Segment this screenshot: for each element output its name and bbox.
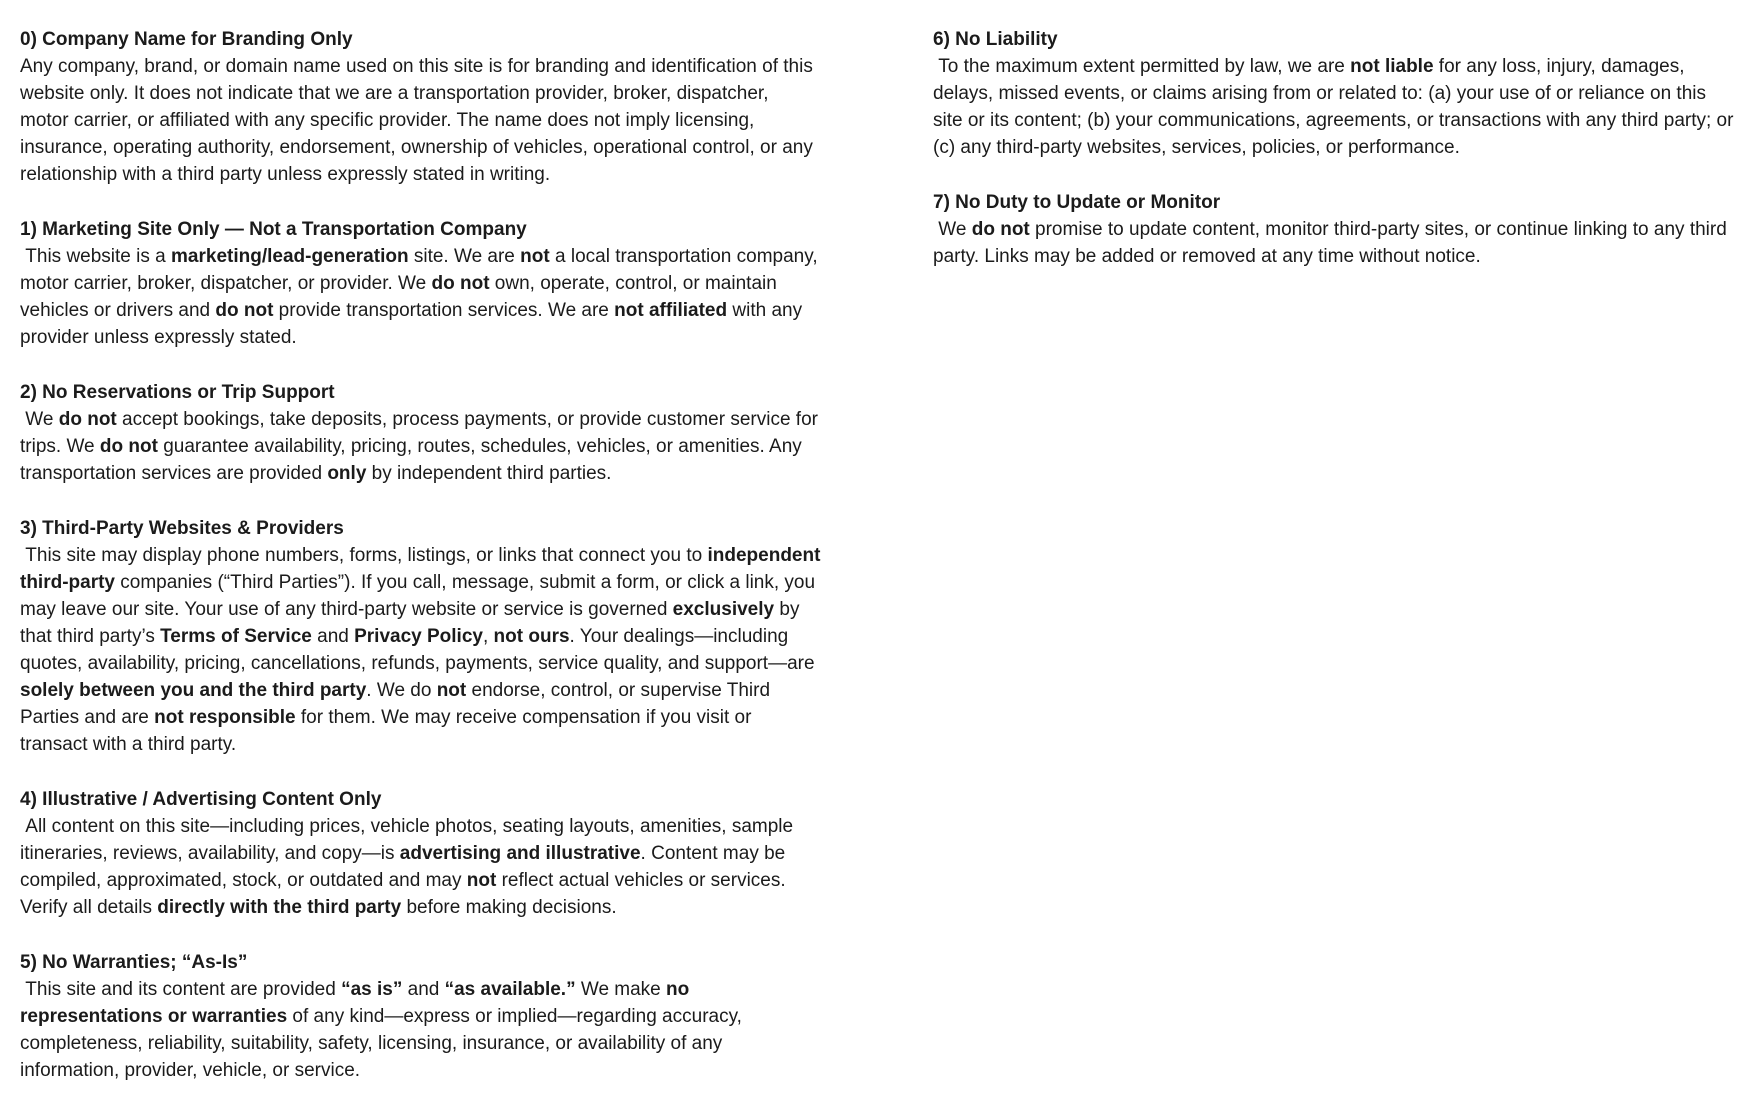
text-run: a local transportation company, motor carrier, broker, dispatcher, or provider. We xyxy=(20,246,823,294)
bold-text-run: solely between you and the third party xyxy=(20,680,367,701)
bold-text-run: independent third-party xyxy=(20,545,826,593)
bold-text-run: do not xyxy=(58,409,117,430)
section-body xyxy=(933,216,1734,270)
bold-text-run: not liable xyxy=(1350,56,1434,77)
section-heading: 3) Third-Party Websites & Providers xyxy=(20,518,344,539)
text-run: reflect actual vehicles or services. Verify all details xyxy=(20,870,791,918)
text-run: , xyxy=(482,626,494,647)
disclaimer-section xyxy=(933,26,1739,161)
bold-text-run: advertising and illustrative xyxy=(399,843,641,864)
text-run: All content on this site—including prices, vehicle photos, seating layouts, amenities, sample itineraries, reviews, availability, and copy—is xyxy=(20,816,799,864)
bold-text-run: “as available.” xyxy=(444,979,576,1000)
disclaimer-section xyxy=(20,26,821,188)
disclaimer-section xyxy=(20,216,821,351)
text-run: To the maximum extent permitted by law, we are xyxy=(933,56,1351,77)
text-run: and xyxy=(402,979,445,1000)
bold-text-run: not responsible xyxy=(154,707,296,728)
text-run: own, operate, control, or maintain vehicles or drivers and xyxy=(20,273,783,321)
text-run: Any company, brand, or domain name used on this site is for branding and identification of this website only. It does not indicate that we are a transportation provider, broker, dispatcher, motor carrier, or affiliated with any specific provider. The name does not imply licensing, insurance, operating authority, endorsement, ownership of vehicles, operational control, or any relationship with a third party unless expressly stated in writing. xyxy=(20,56,819,185)
section-body xyxy=(933,53,1739,161)
text-run: of any kind—express or implied—regarding accuracy, completeness, reliability, suitability, safety, licensing, insurance, or availability of any information, provider, vehicle, or service. xyxy=(20,1006,748,1081)
section-heading: 2) No Reservations or Trip Support xyxy=(20,382,335,403)
text-run: by that third party’s xyxy=(20,599,805,647)
disclaimer-section xyxy=(933,189,1734,270)
disclaimer-section xyxy=(20,949,821,1084)
section-body xyxy=(20,406,824,487)
bold-text-run: not xyxy=(520,246,550,267)
bold-text-run: exclusively xyxy=(672,599,775,620)
text-run: site. We are xyxy=(408,246,521,267)
section-heading: 7) No Duty to Update or Monitor xyxy=(933,192,1221,213)
text-run: We make xyxy=(575,979,667,1000)
text-run: This site may display phone numbers, forms, listings, or links that connect you to xyxy=(20,545,708,566)
text-run: . Content may be compiled, approximated, stock, or outdated and may xyxy=(20,843,791,891)
text-run: and xyxy=(311,626,355,647)
text-run: by independent third parties. xyxy=(366,463,612,484)
text-run: companies (“Third Parties”). If you call, message, submit a form, or click a link, you may leave our site. Your use of any third-party website or service is governed xyxy=(20,572,821,620)
bold-text-run: directly with the third party xyxy=(157,897,402,918)
bold-text-run: not affiliated xyxy=(614,300,728,321)
bold-text-run: not xyxy=(466,870,497,891)
disclaimer-section xyxy=(20,786,821,921)
text-run: for them. We may receive compensation if you visit or transact with a third party. xyxy=(20,707,757,755)
text-run: endorse, control, or supervise Third Parties and are xyxy=(20,680,776,728)
bold-text-run: do not xyxy=(431,273,490,294)
section-heading: 4) Illustrative / Advertising Content Only xyxy=(20,789,382,810)
section-heading: 0) Company Name for Branding Only xyxy=(20,29,353,50)
bold-text-run: only xyxy=(327,463,367,484)
text-run: This site and its content are provided xyxy=(20,979,342,1000)
bold-text-run: not ours xyxy=(493,626,570,647)
bold-text-run: do not xyxy=(971,219,1030,240)
text-run: . Your dealings—including quotes, availability, pricing, cancellations, refunds, payments, service quality, and support—are xyxy=(20,626,820,674)
section-heading: 1) Marketing Site Only — Not a Transportation Company xyxy=(20,219,527,240)
text-run: for any loss, injury, damages, delays, missed events, or claims arising from or related to: (a) your use of or reliance on this site or its content; (b) your communications, agreements, or transactions with any third party; or (c) any third-party websites, services, policies, or performance. xyxy=(933,56,1739,158)
section-body xyxy=(20,243,821,351)
text-run: provide transportation services. We are xyxy=(273,300,615,321)
text-run: guarantee availability, pricing, routes, schedules, vehicles, or amenities. Any transportation services are provided xyxy=(20,436,808,484)
text-run: before making decisions. xyxy=(401,897,617,918)
section-body xyxy=(20,542,826,758)
bold-text-run: Terms of Service xyxy=(160,626,312,647)
bold-text-run: “as is” xyxy=(341,979,403,1000)
section-heading: 5) No Warranties; “As-Is” xyxy=(20,952,248,973)
text-run: accept bookings, take deposits, process payments, or provide customer service for trips. We xyxy=(20,409,824,457)
disclaimer-section xyxy=(20,515,826,758)
bold-text-run: not xyxy=(436,680,467,701)
bold-text-run: no representations or warranties xyxy=(20,979,695,1027)
section-body xyxy=(20,813,821,921)
bold-text-run: do not xyxy=(99,436,158,457)
text-run: This website is a xyxy=(20,246,172,267)
text-run: We xyxy=(20,409,59,430)
text-run: with any provider unless expressly stated. xyxy=(20,300,808,348)
bold-text-run: marketing/lead-generation xyxy=(171,246,409,267)
section-body xyxy=(20,53,821,188)
bold-text-run: do not xyxy=(215,300,274,321)
section-body xyxy=(20,976,821,1084)
two-column-text-flow xyxy=(20,26,1739,1113)
text-run: promise to update content, monitor third-party sites, or continue linking to any third party. Links may be added or removed at any time without notice. xyxy=(933,219,1733,267)
bold-text-run: Privacy Policy xyxy=(354,626,483,647)
text-run: . We do xyxy=(366,680,437,701)
disclaimer-section xyxy=(20,379,824,487)
section-heading: 6) No Liability xyxy=(933,29,1058,50)
text-run: We xyxy=(933,219,972,240)
